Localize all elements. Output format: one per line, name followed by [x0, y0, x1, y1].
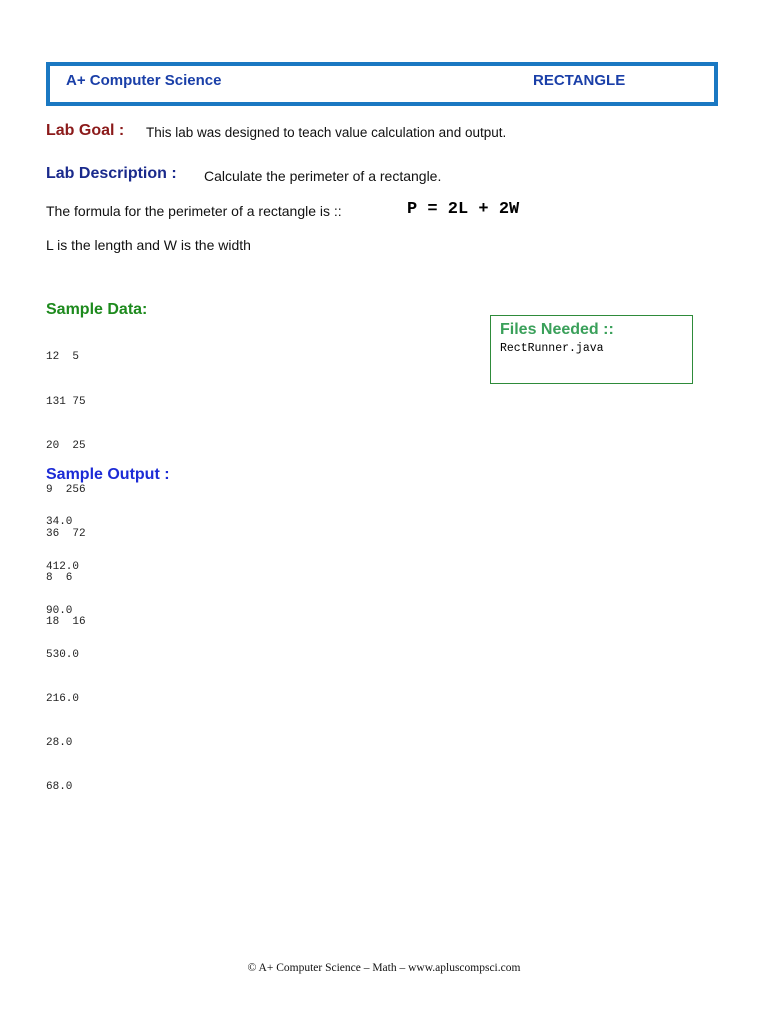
header-lab-title: RECTANGLE [533, 72, 626, 89]
sample-output-line: 216.0 [46, 692, 80, 705]
variables-note: L is the length and W is the width [46, 237, 251, 253]
lab-description-text: Calculate the perimeter of a rectangle. [204, 168, 442, 184]
sample-data-line: 9 256 [46, 483, 86, 496]
sample-output-label: Sample Output : [46, 466, 170, 483]
sample-output-line: 34.0 [46, 516, 73, 529]
sample-data-line: 131 75 [46, 395, 86, 408]
sample-data-line: 12 5 [46, 351, 80, 364]
files-needed-item: RectRunner.java [500, 342, 604, 355]
header-course-title: A+ Computer Science [66, 72, 222, 89]
formula-equation: P = 2L + 2W [407, 200, 520, 219]
formula-text: The formula for the perimeter of a rectangle is :: [46, 203, 342, 219]
sample-data-line: 18 16 [46, 616, 86, 629]
sample-data-line: 8 6 [46, 571, 73, 584]
lab-description-label: Lab Description : [46, 165, 177, 182]
sample-output-block [46, 486, 79, 809]
sample-output-line: 90.0 [46, 604, 73, 617]
files-needed-label: Files Needed :: [500, 321, 614, 338]
page-footer: © A+ Computer Science – Math – www.apluscompsci.com [247, 962, 521, 974]
lab-goal-text: This lab was designed to teach value calculation and output. [146, 125, 507, 140]
sample-output-line: 28.0 [46, 736, 73, 749]
sample-output-line: 412.0 [46, 560, 80, 573]
lab-goal-label: Lab Goal : [46, 122, 125, 139]
sample-data-line: 36 72 [46, 527, 86, 540]
sample-output-line: 530.0 [46, 648, 80, 661]
sample-data-label: Sample Data: [46, 301, 148, 318]
sample-data-line: 20 25 [46, 439, 86, 452]
sample-output-line: 68.0 [46, 781, 73, 794]
